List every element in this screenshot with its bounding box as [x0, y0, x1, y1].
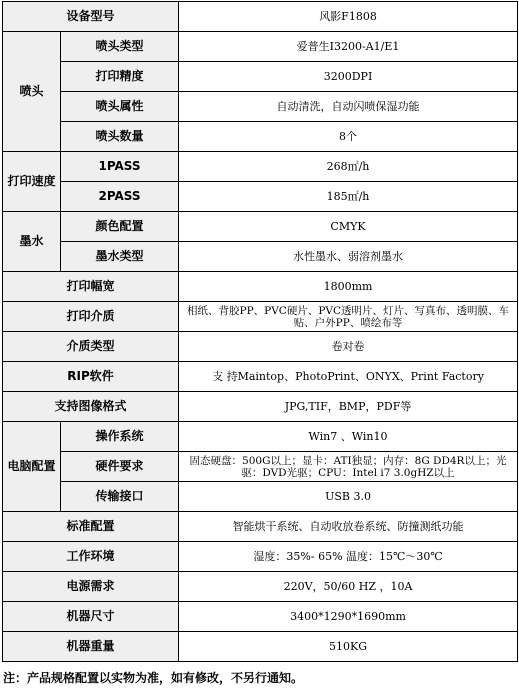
environment-label: 工作环境 [3, 542, 179, 572]
table-row [3, 62, 518, 92]
model-label: 设备型号 [3, 2, 179, 32]
spec-table [2, 1, 518, 662]
table-row [3, 272, 518, 302]
model-value: 风影F1808 [179, 2, 518, 32]
print-precision-label: 打印精度 [61, 62, 179, 92]
standard-config-value: 智能烘干系统、自动收放卷系统、防撞测纸功能 [179, 512, 518, 542]
nozzle-group-label: 喷头 [3, 32, 61, 152]
hardware-value: 固态硬盘：500G以上；显卡：ATI独显；内存：8G DD4R以上；光驱：DVD光驱；CPU：Intel i7 3.0gHZ以上 [179, 452, 518, 482]
machine-size-value: 3400*1290*1690mm [179, 602, 518, 632]
table-row [3, 302, 518, 332]
nozzle-attribute-label: 喷头属性 [61, 92, 179, 122]
table-row [3, 212, 518, 242]
print-width-label: 打印幅宽 [3, 272, 179, 302]
table-row [3, 152, 518, 182]
nozzle-attribute-value: 自动清洗，自动闪喷保湿功能 [179, 92, 518, 122]
table-row [3, 632, 518, 662]
environment-value: 湿度：35%- 65% 温度：15℃～30℃ [179, 542, 518, 572]
os-label: 操作系统 [61, 422, 179, 452]
table-row [3, 332, 518, 362]
table-row [3, 122, 518, 152]
machine-size-label: 机器尺寸 [3, 602, 179, 632]
interface-value: USB 3.0 [179, 482, 518, 512]
standard-config-label: 标准配置 [3, 512, 179, 542]
nozzle-type-value: 爱普生I3200-A1/E1 [179, 32, 518, 62]
print-media-label: 打印介质 [3, 302, 179, 332]
speed-group-label: 打印速度 [3, 152, 61, 212]
table-row [3, 602, 518, 632]
ink-type-label: 墨水类型 [61, 242, 179, 272]
rip-software-value: 支 持Maintop、PhotoPrint、ONYX、Print Factory [179, 362, 518, 392]
speed-2pass-label: 2PASS [61, 182, 179, 212]
ink-group-label: 墨水 [3, 212, 61, 272]
table-row [3, 242, 518, 272]
media-type-value: 卷对卷 [179, 332, 518, 362]
ink-type-value: 水性墨水、弱溶剂墨水 [179, 242, 518, 272]
footnote: 注：产品规格配置以实物为准，如有修改，不另行通知。 [3, 671, 304, 685]
print-precision-value: 3200DPI [179, 62, 518, 92]
table-row [3, 92, 518, 122]
hardware-label: 硬件要求 [61, 452, 179, 482]
table-row [3, 362, 518, 392]
table-row [3, 422, 518, 452]
speed-1pass-value: 268㎡/h [179, 152, 518, 182]
color-config-label: 颜色配置 [61, 212, 179, 242]
nozzle-count-value: 8个 [179, 122, 518, 152]
table-row [3, 542, 518, 572]
table-row [3, 182, 518, 212]
image-formats-label: 支持图像格式 [3, 392, 179, 422]
table-row [3, 512, 518, 542]
speed-2pass-value: 185㎡/h [179, 182, 518, 212]
image-formats-value: JPG,TIF，BMP，PDF等 [179, 392, 518, 422]
nozzle-type-label: 喷头类型 [61, 32, 179, 62]
machine-weight-value: 510KG [179, 632, 518, 662]
speed-1pass-label: 1PASS [61, 152, 179, 182]
print-width-value: 1800mm [179, 272, 518, 302]
power-label: 电源需求 [3, 572, 179, 602]
table-row [3, 482, 518, 512]
color-config-value: CMYK [179, 212, 518, 242]
table-row [3, 392, 518, 422]
rip-software-label: RIP软件 [3, 362, 179, 392]
interface-label: 传输接口 [61, 482, 179, 512]
table-row [3, 572, 518, 602]
power-value: 220V，50/60 HZ ，10A [179, 572, 518, 602]
table-row [3, 2, 518, 32]
computer-group-label: 电脑配置 [3, 422, 61, 512]
print-media-value: 相纸、背胶PP、PVC硬片、PVC透明片、灯片、写真布、透明膜、车贴、户外PP、喷绘布等 [179, 302, 518, 332]
media-type-label: 介质类型 [3, 332, 179, 362]
nozzle-count-label: 喷头数量 [61, 122, 179, 152]
os-value: Win7 、Win10 [179, 422, 518, 452]
machine-weight-label: 机器重量 [3, 632, 179, 662]
table-row [3, 452, 518, 482]
table-row [3, 32, 518, 62]
